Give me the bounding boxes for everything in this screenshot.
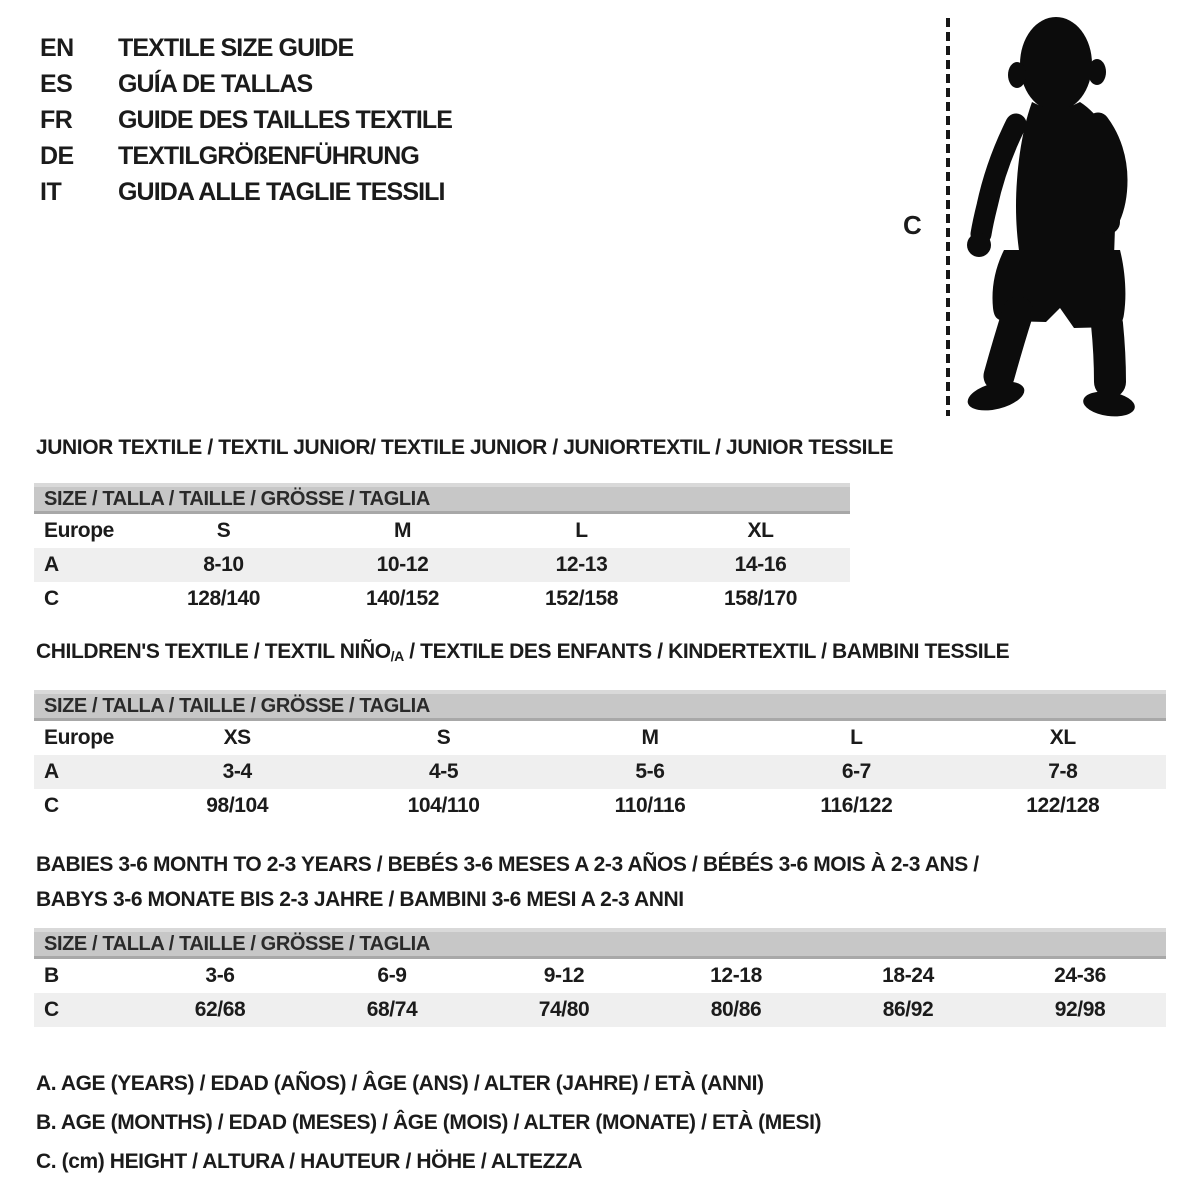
language-row <box>40 30 452 66</box>
language-row <box>40 66 452 102</box>
height-cell: 68/74 <box>366 998 418 1021</box>
row-label: A <box>44 553 59 576</box>
children-heading-subscript: /A <box>390 648 404 664</box>
table-row <box>34 959 1166 993</box>
babies-size-table <box>34 928 1166 1027</box>
height-cell: 140/152 <box>365 587 440 610</box>
age-cell: 4-5 <box>429 760 459 783</box>
age-cell: 3-6 <box>205 964 235 987</box>
size-cell: M <box>393 519 412 542</box>
size-header-bar: SIZE / TALLA / TAILLE / GRÖSSE / TAGLIA <box>34 483 850 514</box>
language-code: DE <box>40 141 74 170</box>
legend-line-height: C. (cm) HEIGHT / ALTURA / HAUTEUR / HÖHE / ALTEZZA <box>36 1150 583 1173</box>
legend-line-age-years: A. AGE (YEARS) / EDAD (AÑOS) / ÂGE (ANS) / ALTER (JAHRE) / ETÀ (ANNI) <box>36 1072 764 1095</box>
age-cell: 14-16 <box>734 553 787 576</box>
language-code: IT <box>40 177 62 206</box>
size-cell: S <box>216 519 231 542</box>
language-row <box>40 138 452 174</box>
size-header-bar: SIZE / TALLA / TAILLE / GRÖSSE / TAGLIA <box>34 928 1166 959</box>
age-cell: 7-8 <box>1048 760 1078 783</box>
language-title: TEXTILE SIZE GUIDE <box>118 33 354 62</box>
children-heading-part: CHILDREN'S TEXTILE / TEXTIL NIÑO <box>36 640 391 663</box>
age-cell: 6-7 <box>841 760 871 783</box>
toddler-silhouette-icon <box>958 12 1140 422</box>
row-label: A <box>44 760 59 783</box>
age-cell: 10-12 <box>376 553 429 576</box>
table-row <box>34 993 1166 1027</box>
children-section-heading <box>36 640 1009 664</box>
age-cell: 12-13 <box>555 553 608 576</box>
height-cell: 152/158 <box>544 587 619 610</box>
age-cell: 18-24 <box>882 964 934 987</box>
age-cell: 5-6 <box>635 760 665 783</box>
height-dashed-line-icon <box>946 18 950 416</box>
age-cell: 3-4 <box>222 760 252 783</box>
language-title: GUIDA ALLE TAGLIE TESSILI <box>118 177 445 206</box>
language-title: GUIDE DES TAILLES TEXTILE <box>118 105 453 134</box>
height-cell: 98/104 <box>206 794 269 817</box>
children-heading-part: / TEXTILE DES ENFANTS / KINDERTEXTIL / BAMBINI TESSILE <box>403 640 1010 663</box>
size-cell: XL <box>747 519 774 542</box>
height-cell: 122/128 <box>1026 794 1100 817</box>
size-cell: L <box>850 726 863 749</box>
language-title: TEXTILGRÖßENFÜHRUNG <box>118 141 419 170</box>
row-label: Europe <box>44 726 114 749</box>
row-label: C <box>44 587 59 610</box>
language-title: GUÍA DE TALLAS <box>118 69 313 98</box>
height-cell: 158/170 <box>723 587 798 610</box>
age-cell: 12-18 <box>710 964 762 987</box>
height-cell: 110/116 <box>614 794 686 817</box>
language-title-list <box>40 30 452 210</box>
height-cell: 74/80 <box>538 998 590 1021</box>
babies-heading-line: BABYS 3-6 MONATE BIS 2-3 JAHRE / BAMBINI 3-6 MESI A 2-3 ANNI <box>36 888 684 911</box>
height-cell: 92/98 <box>1054 998 1106 1021</box>
size-cell: S <box>436 726 451 749</box>
row-label: C <box>44 794 59 817</box>
height-cell: 104/110 <box>407 794 480 817</box>
height-cell: 128/140 <box>186 587 261 610</box>
measure-legend <box>36 1064 821 1181</box>
height-cell: 116/122 <box>820 794 893 817</box>
table-row <box>34 514 850 548</box>
age-cell: 6-9 <box>377 964 407 987</box>
height-cell: 62/68 <box>194 998 246 1021</box>
children-size-table <box>34 690 1166 823</box>
babies-heading-line: BABIES 3-6 MONTH TO 2-3 YEARS / BEBÉS 3-6 MESES A 2-3 AÑOS / BÉBÉS 3-6 MOIS À 2-3 ANS / <box>36 853 979 876</box>
babies-section-heading <box>36 847 979 917</box>
row-label: B <box>44 964 59 987</box>
table-row <box>34 789 1166 823</box>
age-cell: 9-12 <box>543 964 585 987</box>
legend-line-age-months: B. AGE (MONTHS) / EDAD (MESES) / ÂGE (MOIS) / ALTER (MONATE) / ETÀ (MESI) <box>36 1111 822 1134</box>
height-measure-label: C <box>903 210 922 240</box>
table-row <box>34 721 1166 755</box>
size-cell: XS <box>223 726 251 749</box>
row-label: Europe <box>44 519 114 542</box>
age-cell: 24-36 <box>1054 964 1106 987</box>
table-row <box>34 548 850 582</box>
language-code: EN <box>40 33 74 62</box>
language-row <box>40 102 452 138</box>
table-row <box>34 582 850 616</box>
junior-section-heading: JUNIOR TEXTILE / TEXTIL JUNIOR/ TEXTILE JUNIOR / JUNIORTEXTIL / JUNIOR TESSILE <box>36 436 894 459</box>
language-code: ES <box>40 69 73 98</box>
size-cell: XL <box>1049 726 1076 749</box>
language-code: FR <box>40 105 73 134</box>
junior-size-table <box>34 483 850 616</box>
height-cell: 80/86 <box>710 998 762 1021</box>
row-label: C <box>44 998 59 1021</box>
height-cell: 86/92 <box>882 998 934 1021</box>
size-header-bar: SIZE / TALLA / TAILLE / GRÖSSE / TAGLIA <box>34 690 1166 721</box>
table-row <box>34 755 1166 789</box>
language-row <box>40 174 452 210</box>
size-cell: M <box>641 726 659 749</box>
age-cell: 8-10 <box>203 553 244 576</box>
size-cell: L <box>575 519 588 542</box>
